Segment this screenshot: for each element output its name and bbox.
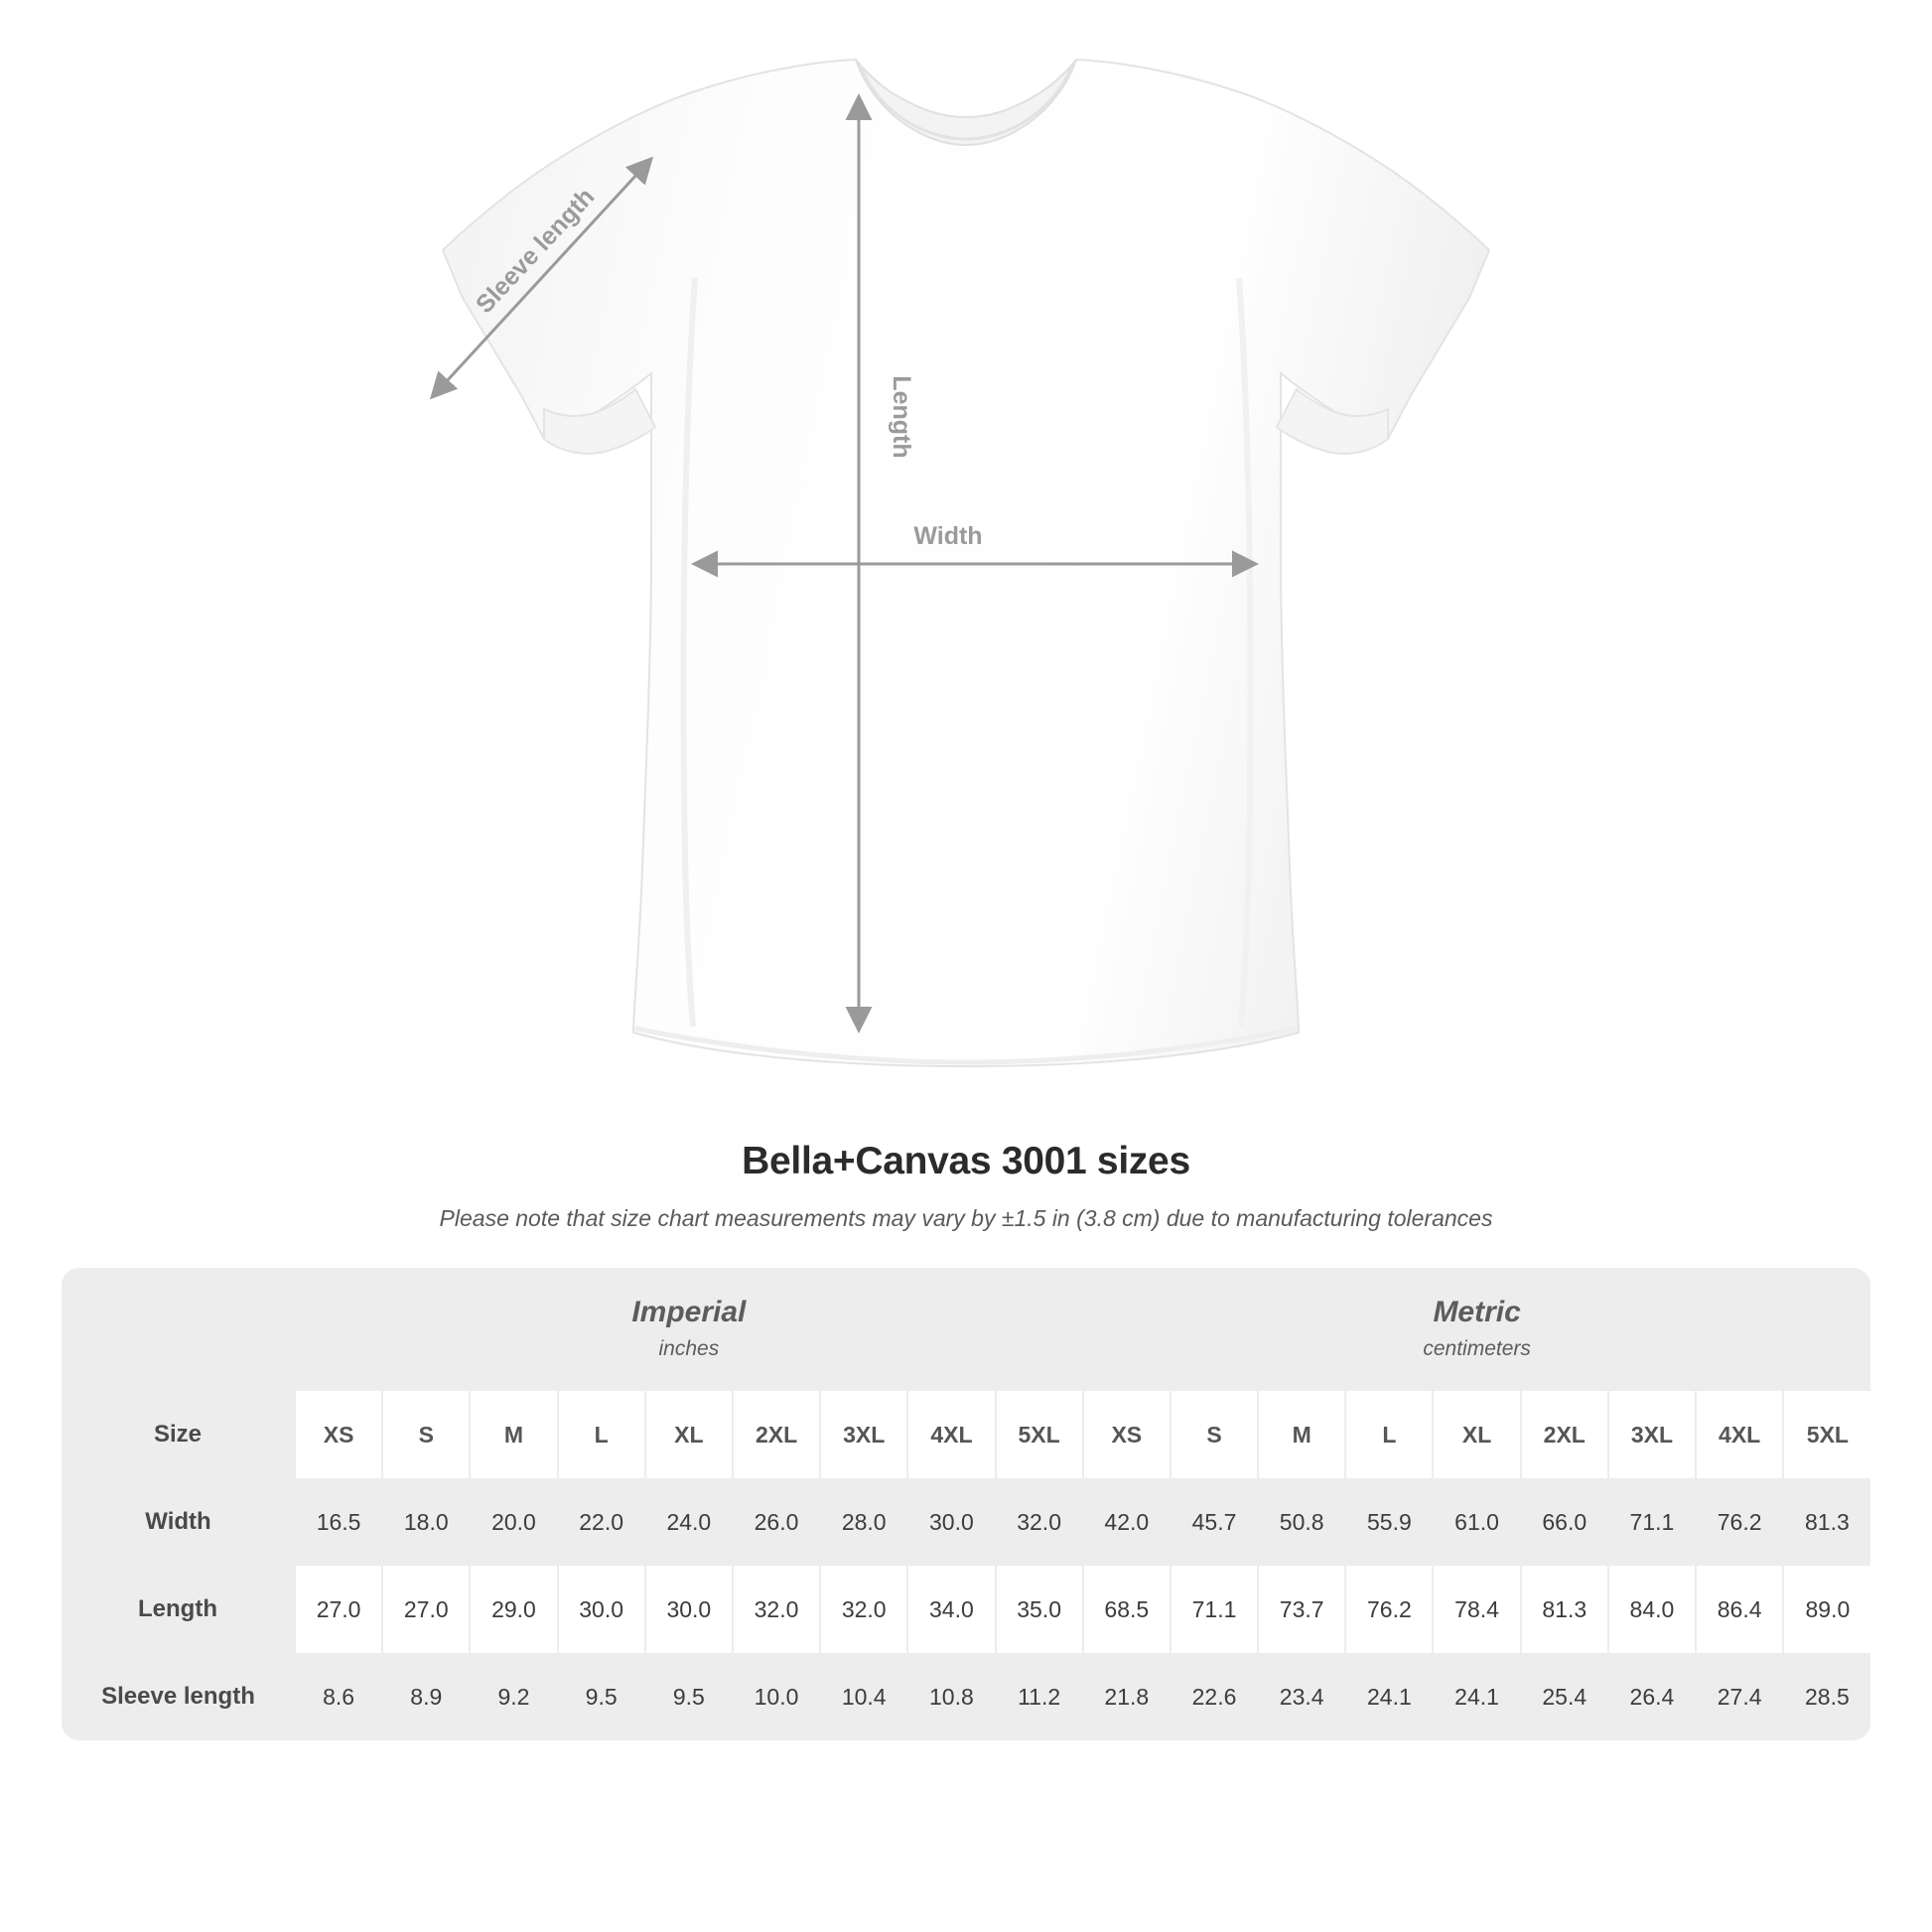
cell-width-metric-2: 50.8: [1258, 1478, 1345, 1566]
cell-width-metric-4: 61.0: [1433, 1478, 1520, 1566]
table-row: [62, 1653, 1870, 1740]
cell-sleeve-metric-6: 26.4: [1608, 1653, 1696, 1740]
cell-length-imperial-5: 32.0: [733, 1566, 820, 1653]
cell-width-metric-0: 42.0: [1083, 1478, 1171, 1566]
cell-length-imperial-6: 32.0: [820, 1566, 907, 1653]
size-col-2: M: [470, 1391, 557, 1478]
cell-length-metric-2: 73.7: [1258, 1566, 1345, 1653]
cell-sleeve-metric-2: 23.4: [1258, 1653, 1345, 1740]
size-col-10: S: [1171, 1391, 1258, 1478]
size-header-label: Size: [62, 1391, 295, 1478]
row-label-width: Width: [62, 1478, 295, 1566]
cell-length-imperial-2: 29.0: [470, 1566, 557, 1653]
cell-sleeve-metric-4: 24.1: [1433, 1653, 1520, 1740]
unit-group-metric-sub: centimeters: [1423, 1337, 1531, 1360]
cell-length-imperial-3: 30.0: [558, 1566, 645, 1653]
row-label-sleeve-length: Sleeve length: [62, 1653, 295, 1740]
cell-width-imperial-3: 22.0: [558, 1478, 645, 1566]
cell-width-imperial-0: 16.5: [295, 1478, 382, 1566]
cell-sleeve-imperial-2: 9.2: [470, 1653, 557, 1740]
table-row: [62, 1478, 1870, 1566]
cell-sleeve-imperial-3: 9.5: [558, 1653, 645, 1740]
cell-length-imperial-0: 27.0: [295, 1566, 382, 1653]
size-col-5: 2XL: [733, 1391, 820, 1478]
cell-sleeve-imperial-0: 8.6: [295, 1653, 382, 1740]
length-label: Length: [888, 375, 915, 459]
size-col-0: XS: [295, 1391, 382, 1478]
cell-width-metric-7: 76.2: [1696, 1478, 1783, 1566]
cell-width-metric-3: 55.9: [1345, 1478, 1433, 1566]
cell-sleeve-imperial-5: 10.0: [733, 1653, 820, 1740]
cell-sleeve-imperial-6: 10.4: [820, 1653, 907, 1740]
cell-sleeve-metric-1: 22.6: [1171, 1653, 1258, 1740]
cell-length-imperial-8: 35.0: [996, 1566, 1083, 1653]
cell-length-imperial-7: 34.0: [907, 1566, 995, 1653]
cell-width-imperial-1: 18.0: [382, 1478, 470, 1566]
cell-length-metric-1: 71.1: [1171, 1566, 1258, 1653]
width-label: Width: [913, 522, 983, 550]
cell-length-imperial-4: 30.0: [645, 1566, 733, 1653]
size-table-container: [62, 1268, 1870, 1740]
size-col-7: 4XL: [907, 1391, 995, 1478]
cell-width-imperial-6: 28.0: [820, 1478, 907, 1566]
unit-group-imperial-sub: inches: [658, 1337, 720, 1360]
size-col-1: S: [382, 1391, 470, 1478]
cell-width-metric-8: 81.3: [1783, 1478, 1870, 1566]
cell-width-imperial-5: 26.0: [733, 1478, 820, 1566]
unit-group-imperial: [295, 1268, 1083, 1391]
cell-width-metric-1: 45.7: [1171, 1478, 1258, 1566]
cell-length-metric-5: 81.3: [1521, 1566, 1608, 1653]
cell-width-metric-5: 66.0: [1521, 1478, 1608, 1566]
size-header-row: [62, 1391, 1870, 1478]
size-table: [62, 1268, 1870, 1740]
cell-width-imperial-7: 30.0: [907, 1478, 995, 1566]
cell-length-metric-0: 68.5: [1083, 1566, 1171, 1653]
cell-length-metric-7: 86.4: [1696, 1566, 1783, 1653]
unit-group-metric: [1083, 1268, 1870, 1391]
unit-header-spacer: [62, 1268, 295, 1391]
size-col-9: XS: [1083, 1391, 1171, 1478]
cell-sleeve-metric-0: 21.8: [1083, 1653, 1171, 1740]
size-col-4: XL: [645, 1391, 733, 1478]
cell-sleeve-imperial-8: 11.2: [996, 1653, 1083, 1740]
sleeve-length-label: Sleeve length: [470, 183, 601, 320]
size-col-14: 2XL: [1521, 1391, 1608, 1478]
tolerance-note: Please note that size chart measurements may vary by ±1.5 in (3.8 cm) due to manufacturing tolerances: [439, 1205, 1493, 1231]
cell-length-imperial-1: 27.0: [382, 1566, 470, 1653]
cell-length-metric-3: 76.2: [1345, 1566, 1433, 1653]
unit-header-row: [62, 1268, 1870, 1391]
cell-width-imperial-8: 32.0: [996, 1478, 1083, 1566]
cell-length-metric-4: 78.4: [1433, 1566, 1520, 1653]
size-col-12: L: [1345, 1391, 1433, 1478]
cell-width-imperial-2: 20.0: [470, 1478, 557, 1566]
cell-sleeve-imperial-7: 10.8: [907, 1653, 995, 1740]
cell-width-metric-6: 71.1: [1608, 1478, 1696, 1566]
size-col-8: 5XL: [996, 1391, 1083, 1478]
cell-length-metric-6: 84.0: [1608, 1566, 1696, 1653]
cell-length-metric-8: 89.0: [1783, 1566, 1870, 1653]
cell-sleeve-imperial-1: 8.9: [382, 1653, 470, 1740]
cell-sleeve-metric-7: 27.4: [1696, 1653, 1783, 1740]
size-col-17: 5XL: [1783, 1391, 1870, 1478]
row-label-length: Length: [62, 1566, 295, 1653]
page-title: Bella+Canvas 3001 sizes: [742, 1140, 1190, 1182]
size-col-6: 3XL: [820, 1391, 907, 1478]
unit-group-metric-name: Metric: [1433, 1296, 1521, 1328]
cell-sleeve-metric-5: 25.4: [1521, 1653, 1608, 1740]
size-col-15: 3XL: [1608, 1391, 1696, 1478]
size-col-3: L: [558, 1391, 645, 1478]
cell-width-imperial-4: 24.0: [645, 1478, 733, 1566]
title-block: [0, 1140, 1932, 1232]
unit-group-imperial-name: Imperial: [631, 1296, 747, 1328]
table-row: [62, 1566, 1870, 1653]
cell-sleeve-metric-8: 28.5: [1783, 1653, 1870, 1740]
cell-sleeve-metric-3: 24.1: [1345, 1653, 1433, 1740]
cell-sleeve-imperial-4: 9.5: [645, 1653, 733, 1740]
size-col-13: XL: [1433, 1391, 1520, 1478]
size-col-11: M: [1258, 1391, 1345, 1478]
size-col-16: 4XL: [1696, 1391, 1783, 1478]
